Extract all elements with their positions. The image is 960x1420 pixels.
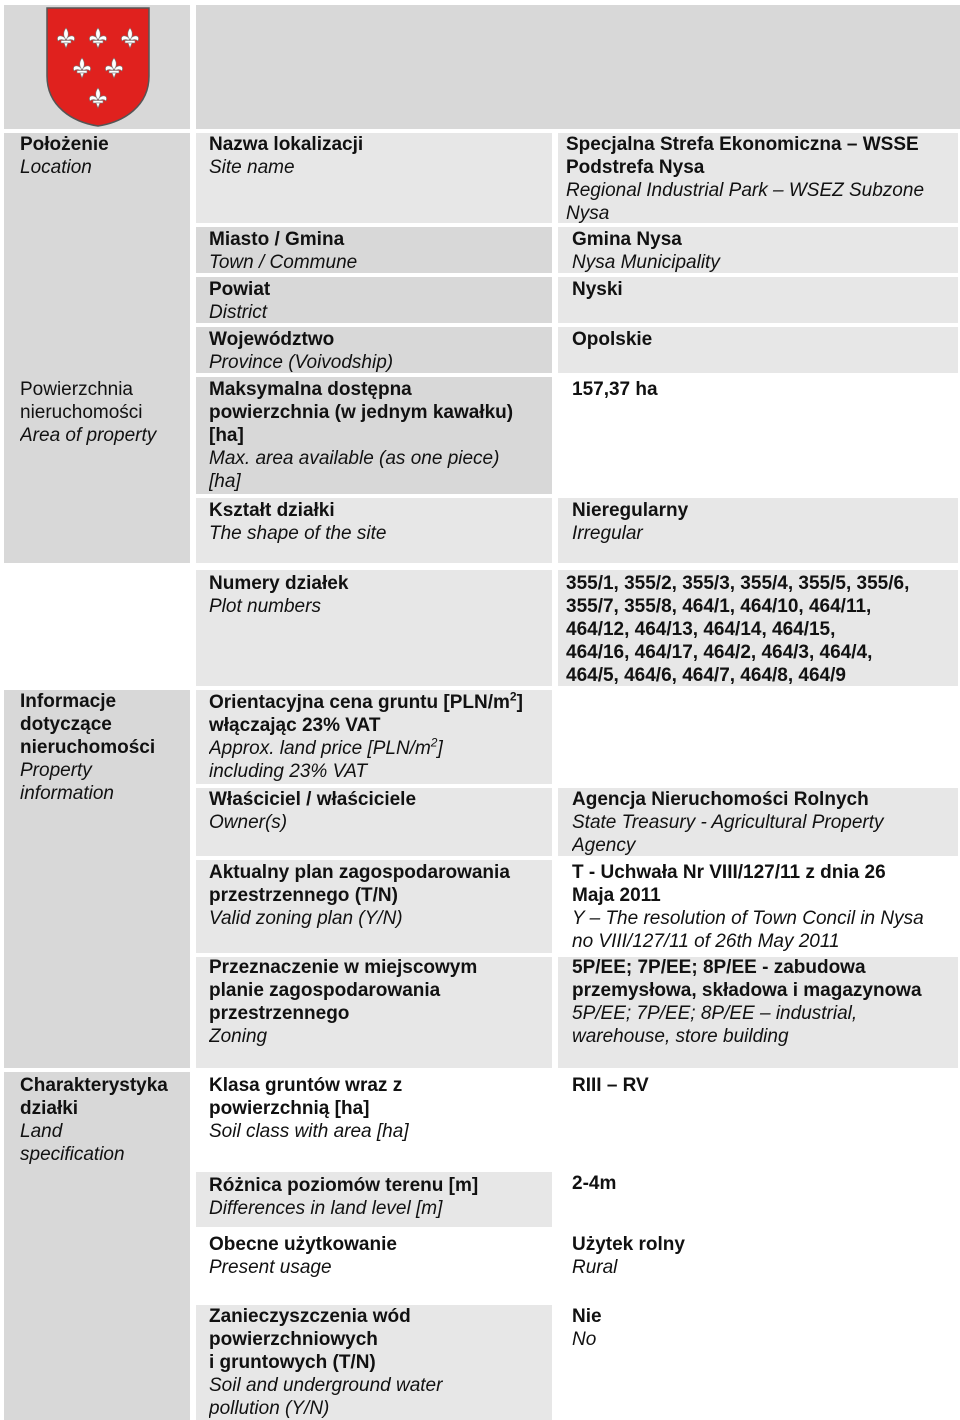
value-max-area: 157,37 ha [572,379,658,400]
value-level: 2-4m [572,1173,617,1194]
label-max-area: Maksymalna dostępna powierzchnia (w jednym kawałku) [ha] Max. area available (as one piece) [ha] [209,379,514,492]
label-site-name: Nazwa lokalizacji Site name [209,134,364,178]
title-cell [196,5,960,129]
value-usage: Użytek rolny Rural [572,1234,685,1278]
label-usage: Obecne użytkowanie Present usage [209,1234,397,1278]
value-site-name: Specjalna Strefa Ekonomiczna – WSSE Podstrefa Nysa Regional Industrial Park – WSEZ Subzone Nysa [566,134,925,224]
label-zoning-plan: Aktualny plan zagospodarowania przestrzennego (T/N) Valid zoning plan (Y/N) [209,862,510,929]
value-district: Nyski [572,279,623,300]
label-town: Miasto / Gmina Town / Commune [209,229,358,273]
value-zoning: 5P/EE; 7P/EE; 8P/EE - zabudowa przemysłowa, składowa i magazynowa 5P/EE; 7P/EE; 8P/EE – industrial, warehouse, store building [572,957,922,1047]
value-soil: RIII – RV [572,1075,649,1096]
label-owner: Właściciel / właściciele Owner(s) [209,789,417,833]
section-label-area: Powierzchnia nieruchomości Area of property [20,379,157,446]
coat-of-arms-logo [44,6,152,128]
label-plots: Numery działek Plot numbers [209,573,349,617]
value-plots: 355/1, 355/2, 355/3, 355/4, 355/5, 355/6, 355/7, 355/8, 464/1, 464/10, 464/11, 464/12, 464/13, 464/14, 464/15, 464/16, 464/17, 464/2, 464/3, 464/4, 464/5, 464/6, 464/7, 464/8, 464/9 [566,573,910,686]
value-zoning-plan: T - Uchwała Nr VIII/127/11 z dnia 26 Maja 2011 Y – The resolution of Town Concil in Nysa no VIII/127/11 of 26th May 2011 [572,862,924,952]
value-owner: Agencja Nieruchomości Rolnych State Treasury - Agricultural Property Agency [572,789,884,856]
label-district: Powiat District [209,279,271,323]
label-pollution: Zanieczyszczenia wód powierzchniowych i gruntowych (T/N) Soil and underground water pollution (Y/N) [209,1306,443,1419]
label-province: Województwo Province (Voivodship) [209,329,394,373]
value-province: Opolskie [572,329,653,350]
section-label-info: Informacje dotyczące nieruchomości Property information [20,691,156,804]
section-location-area [4,133,190,563]
label-zoning: Przeznaczenie w miejscowym planie zagospodarowania przestrzennego Zoning [209,957,478,1047]
value-pollution: Nie No [572,1306,602,1350]
value-town: Gmina Nysa Nysa Municipality [572,229,720,273]
section-label-land: Charakterystyka działki Land specification [20,1075,168,1165]
label-shape: Kształt działki The shape of the site [209,500,387,544]
label-soil: Klasa gruntów wraz z powierzchnią [ha] Soil class with area [ha] [209,1075,409,1142]
value-shape: Nieregularny Irregular [572,500,689,544]
label-level: Różnica poziomów terenu [m] Differences in land level [m] [209,1175,479,1219]
label-price: Orientacyjna cena gruntu $[PLN/m^2]$ włączając 23% VAT Approx. land price $[PLN/m^2]$ including 23% VAT [209,691,523,782]
section-label-location: Położenie Location [20,134,109,178]
